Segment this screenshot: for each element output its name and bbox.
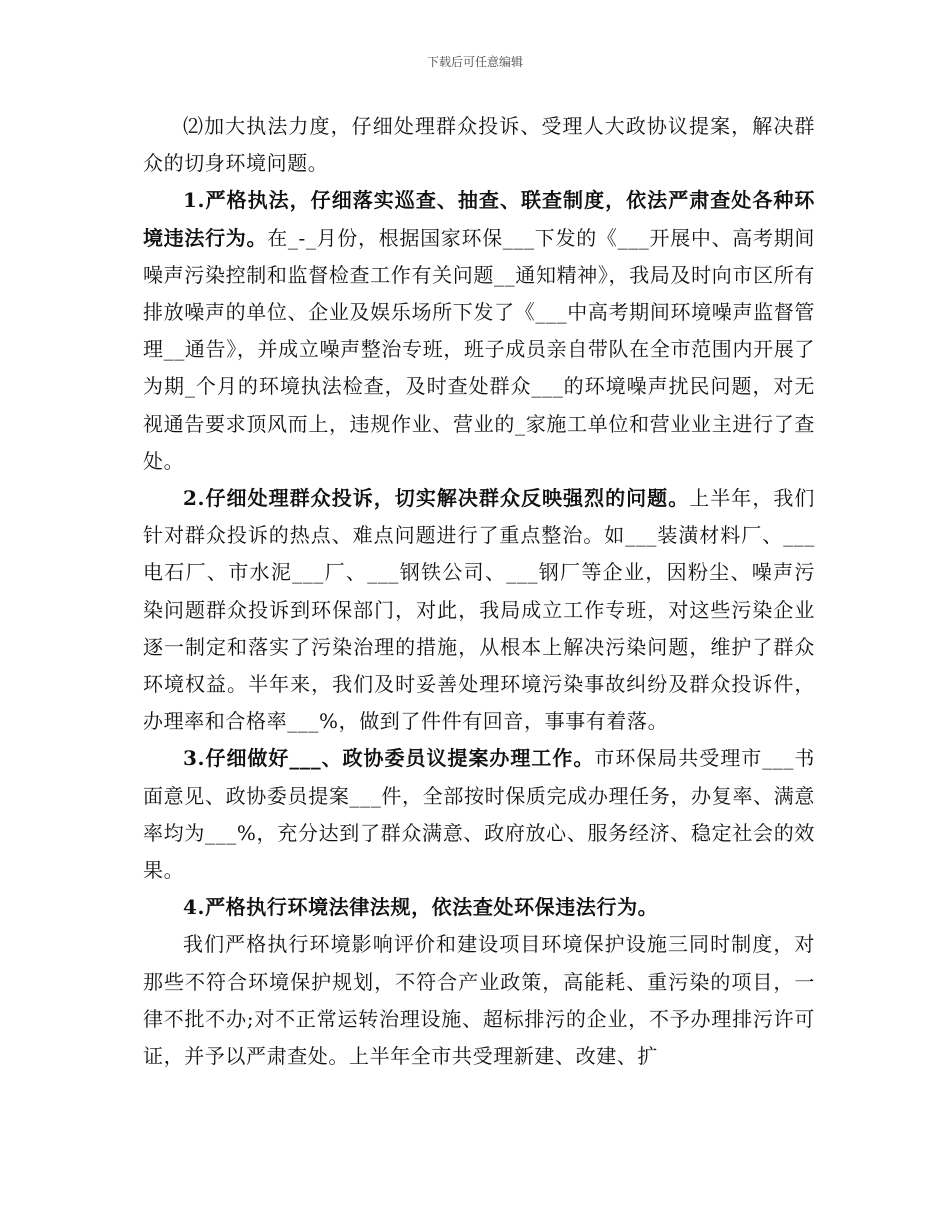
paragraph-item-1 xyxy=(143,182,815,480)
paragraph-lead: 2.仔细处理群众投诉，切实解决群众反映强烈的问题。 xyxy=(183,486,690,511)
paragraph-text: 在_-_月份，根据国家环保___下发的《___开展中、高考期间噪声污染控制和监督检查工作有关问题__通知精神》，我局及时向市区所有排放噪声的单位、企业及娱乐场所下发了《___中高考期间环境噪声监督管理__通告》，并成立噪声整治专班，班子成员亲自带队在全市范围内开展了为期_个月的环境执法检查，及时查处群众___的环境噪声扰民问题，对无视通告要求顶风而上，违规作业、营业的_家施工单位和营业业主进行了查处。 xyxy=(143,225,816,473)
paragraph-item-4 xyxy=(143,889,815,926)
paragraph-text: 市环保局共受理市___书面意见、政协委员提案___件，全部按时保质完成办理任务，办复率、满意率均为___%，充分达到了群众满意、政府放心、服务经济、稳定社会的效果。 xyxy=(143,746,815,883)
paragraph-lead: 3.仔细做好___、政协委员议提案办理工作。 xyxy=(183,746,595,771)
paragraph-intro xyxy=(143,108,815,182)
page-header: 下载后可任意编辑 xyxy=(426,55,523,69)
document-body xyxy=(143,108,815,1075)
paragraph-item-2 xyxy=(143,480,815,740)
paragraph-text: 上半年，我们针对群众投诉的热点、难点问题进行了重点整治。如___装潢材料厂、___电石厂、市水泥___厂、___钢铁公司、___钢厂等企业，因粉尘、噪声污染问题群众投诉到环保部门，对此，我局成立工作专班，对这些污染企业逐一制定和落实了污染治理的措施，从根本上解决污染问题，维护了群众环境权益。半年来，我们及时妥善处理环境污染事故纠纷及群众投诉件，办理率和合格率___%，做到了件件有回音，事事有着落。 xyxy=(143,486,815,734)
paragraph-text: ⑵加大执法力度，仔细处理群众投诉、受理人大政协议提案，解决群众的切身环境问题。 xyxy=(143,114,815,176)
paragraph-item-3 xyxy=(143,740,815,889)
paragraph-lead: 4.严格执行环境法律法规，依法查处环保违法行为。 xyxy=(183,895,659,920)
paragraph-text: 我们严格执行环境影响评价和建设项目环境保护设施三同时制度，对那些不符合环境保护规划，不符合产业政策，高能耗、重污染的项目，一律不批不办;对不正常运转治理设施、超标排污的企业，不予办理排污许可证，并予以严肃查处。上半年全市共受理新建、改建、扩 xyxy=(143,932,815,1069)
paragraph-body xyxy=(143,926,815,1075)
paragraph-lead: 1.严格执法，仔细落实巡查、抽查、联查制度，依法严肃查处各种环境违法行为。 xyxy=(143,188,815,250)
